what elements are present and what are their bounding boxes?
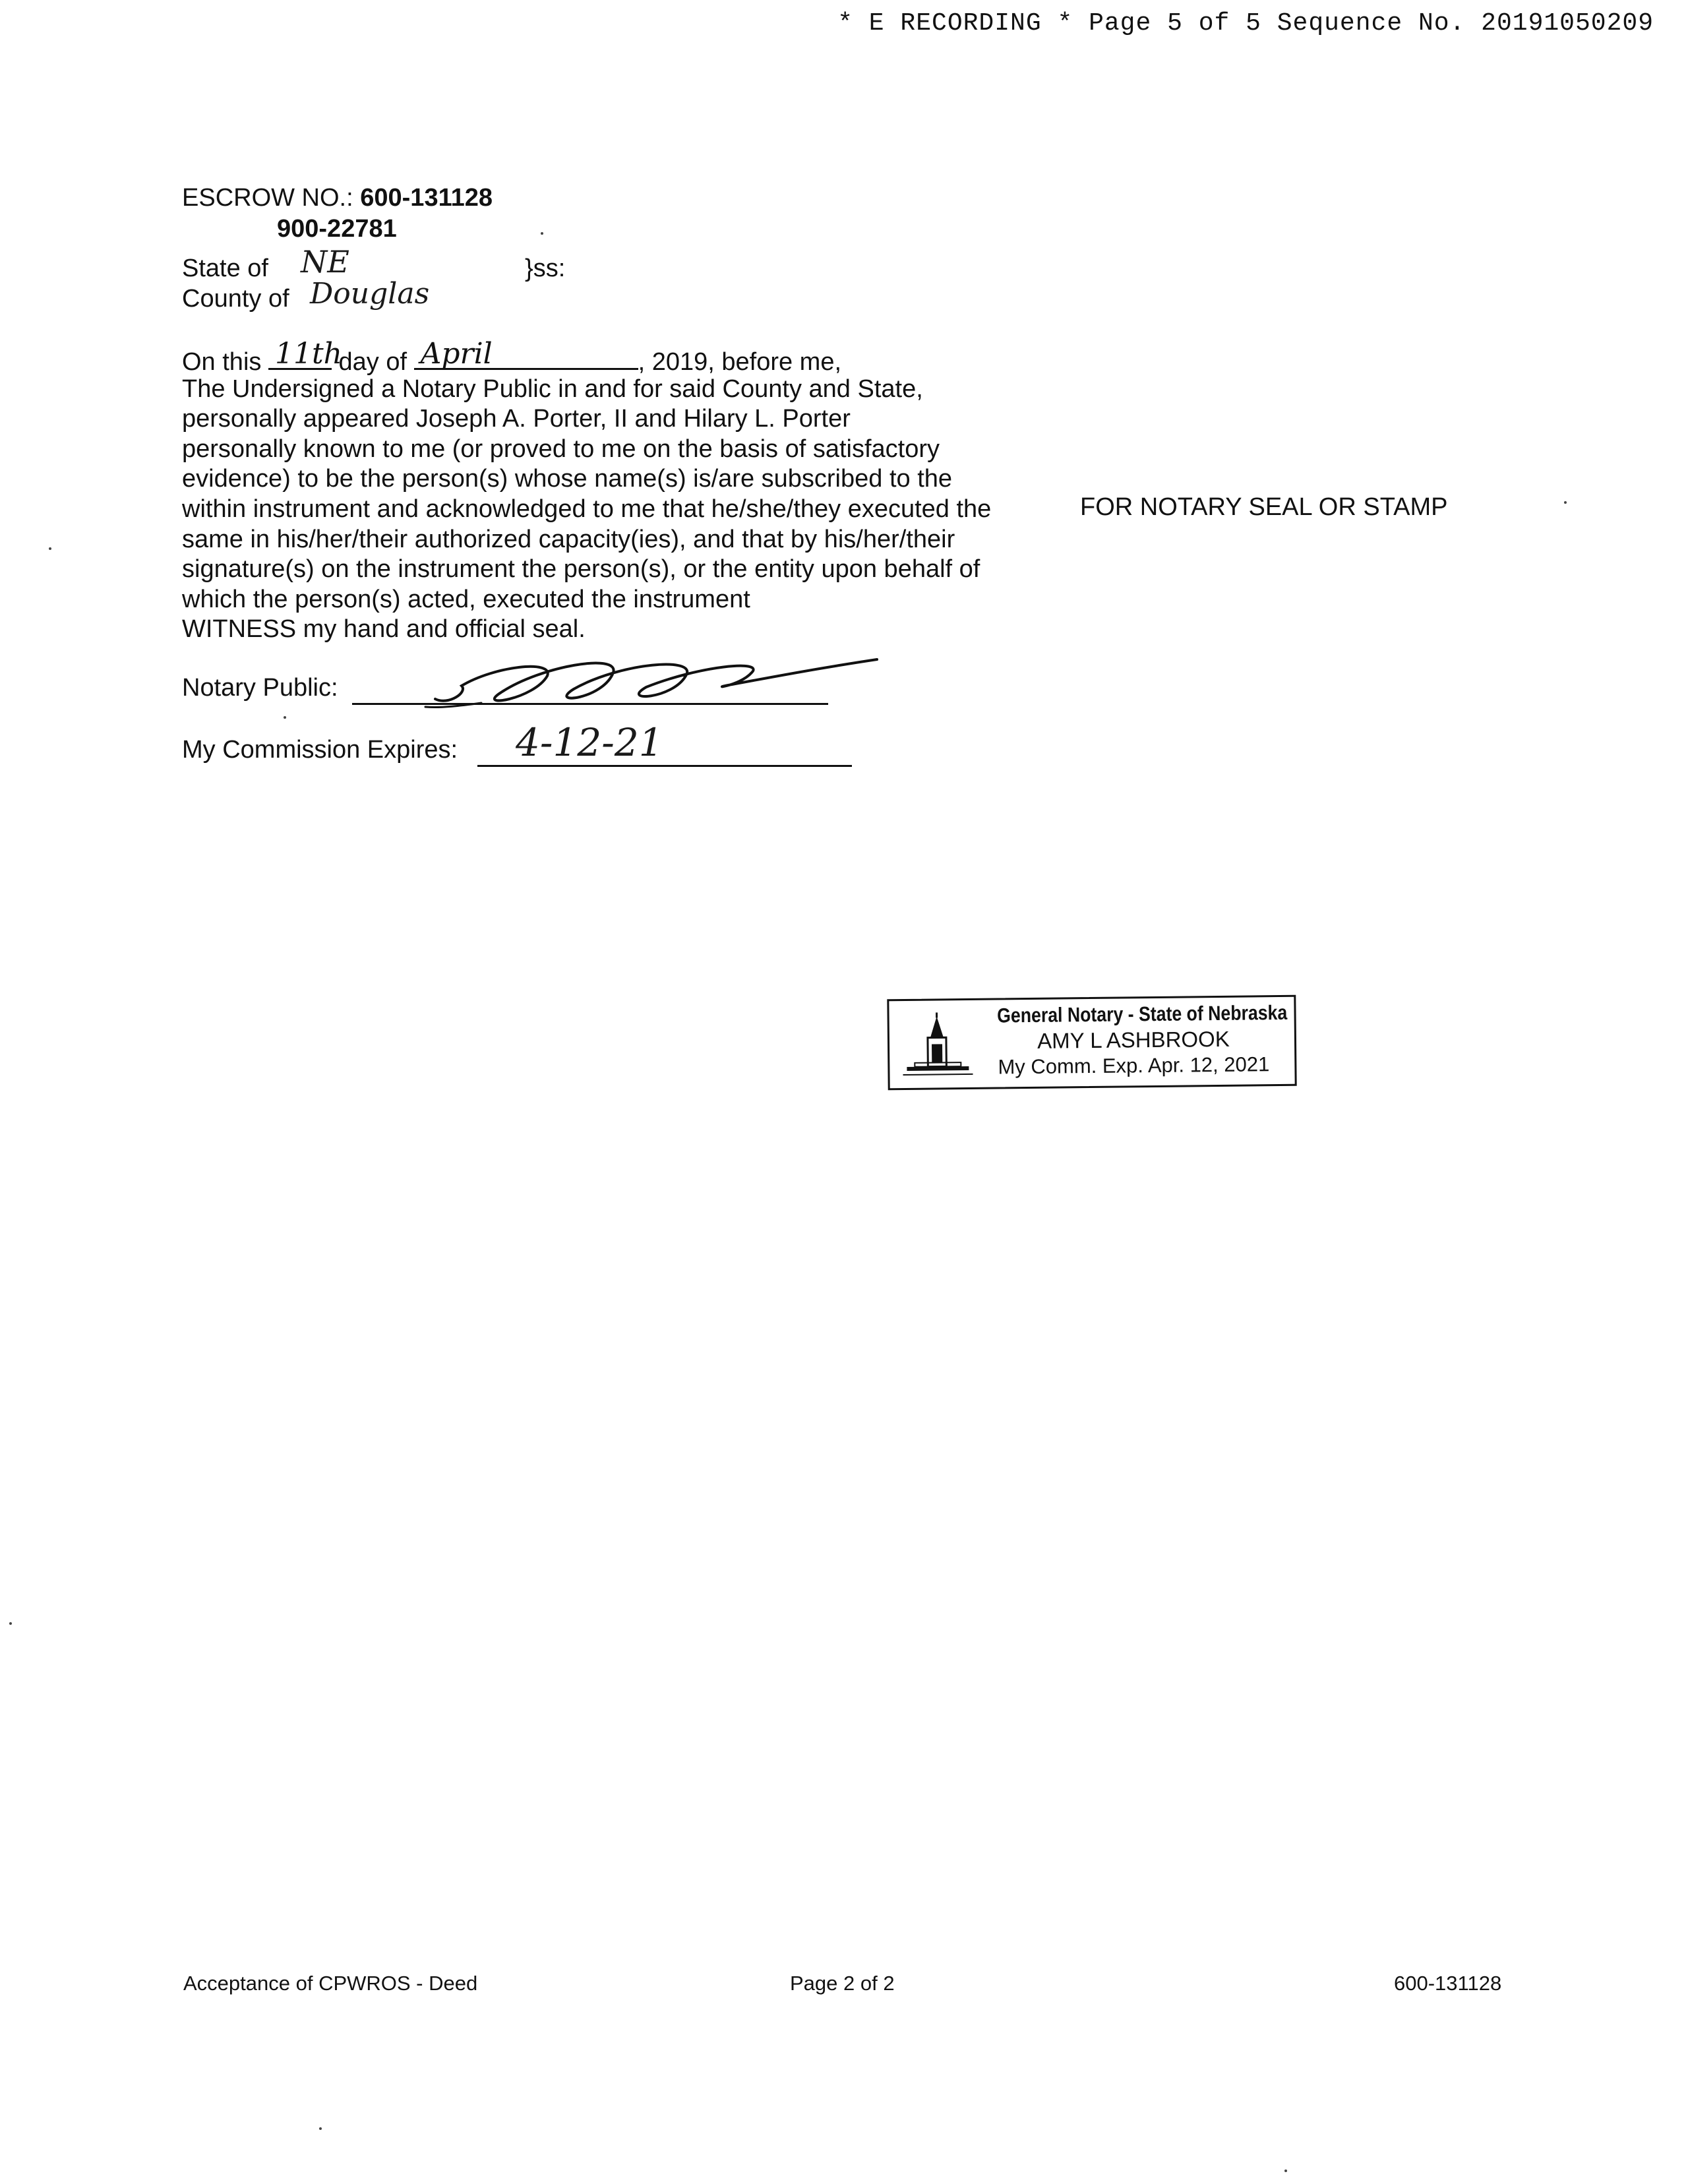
acknowledgment-line-9: which the person(s) acted, executed the instrument (182, 585, 750, 613)
scan-speck (1564, 501, 1567, 504)
scan-speck (1284, 2169, 1287, 2172)
ss-notation: }ss: (525, 255, 566, 282)
footer-document-title: Acceptance of CPWROS - Deed (183, 1972, 478, 1995)
commission-expires-handwritten-value: 4-12-21 (516, 720, 663, 765)
escrow-number-primary: 600-131128 (360, 184, 493, 212)
notary-stamp (887, 995, 1296, 1090)
acknowledgment-line-10: WITNESS my hand and official seal. (182, 615, 586, 644)
acknowledgment-line-6: within instrument and acknowledged to me that he/she/they executed the (182, 495, 992, 523)
on-this-text: On this (182, 348, 262, 376)
footer-escrow-number: 600-131128 (1394, 1972, 1502, 1995)
acknowledgment-line-7: same in his/her/their authorized capacity(ies), and that by his/her/their (182, 525, 955, 553)
scan-speck (49, 547, 51, 550)
escrow-label: ESCROW NO.: (182, 184, 353, 212)
year-text: , 2019, before me, (638, 348, 842, 376)
acknowledgment-paragraph (182, 337, 1039, 645)
notary-signature (422, 646, 884, 719)
scan-speck (9, 1622, 12, 1625)
stamp-title: General Notary - State of Nebraska (996, 1000, 1288, 1027)
acknowledgment-line-4: personally known to me (or proved to me on the basis of satisfactory (182, 435, 940, 463)
day-blank (268, 337, 342, 371)
scan-speck (319, 2127, 322, 2130)
acknowledgment-line-5: evidence) to be the person(s) whose name(s) is/are subscribed to the (182, 465, 953, 493)
scan-speck (541, 232, 543, 235)
stamp-text-block (975, 1001, 1292, 1079)
stamp-commission-expiry: My Comm. Exp. Apr. 12, 2021 (998, 1052, 1270, 1079)
notary-public-label: Notary Public: (182, 674, 338, 702)
county-handwritten-value: Douglas (310, 277, 430, 311)
scan-speck (284, 716, 286, 719)
acknowledgment-line-8: signature(s) on the instrument the person(s), or the entity upon behalf of (182, 555, 980, 584)
commission-expires-label: My Commission Expires: (182, 736, 458, 764)
state-handwritten-value: NE (301, 244, 349, 280)
acknowledgment-line-2: The Undersigned a Notary Public in and for said County and State, (182, 375, 923, 403)
capitol-building-icon (901, 1011, 974, 1077)
escrow-number-secondary: 900-22781 (277, 215, 397, 243)
notary-seal-label: FOR NOTARY SEAL OR STAMP (1080, 493, 1448, 521)
state-label: State of (182, 255, 268, 282)
month-blank (414, 337, 638, 371)
stamp-notary-name: AMY L ASHBROOK (1037, 1026, 1230, 1053)
county-label: County of (182, 285, 289, 313)
acknowledgment-line-1 (182, 337, 1039, 376)
escrow-number-line (182, 182, 493, 214)
acknowledgment-line-3: personally appeared Joseph A. Porter, II and Hilary L. Porter (182, 405, 851, 433)
month-handwritten-value: April (420, 337, 493, 371)
recording-header: * E RECORDING * Page 5 of 5 Sequence No. 20191050209 (837, 9, 1654, 38)
footer-page-number: Page 2 of 2 (790, 1972, 895, 1995)
commission-expires-line (477, 765, 852, 767)
day-handwritten-value: 11th (274, 337, 342, 371)
day-of-text: day of (338, 348, 407, 376)
